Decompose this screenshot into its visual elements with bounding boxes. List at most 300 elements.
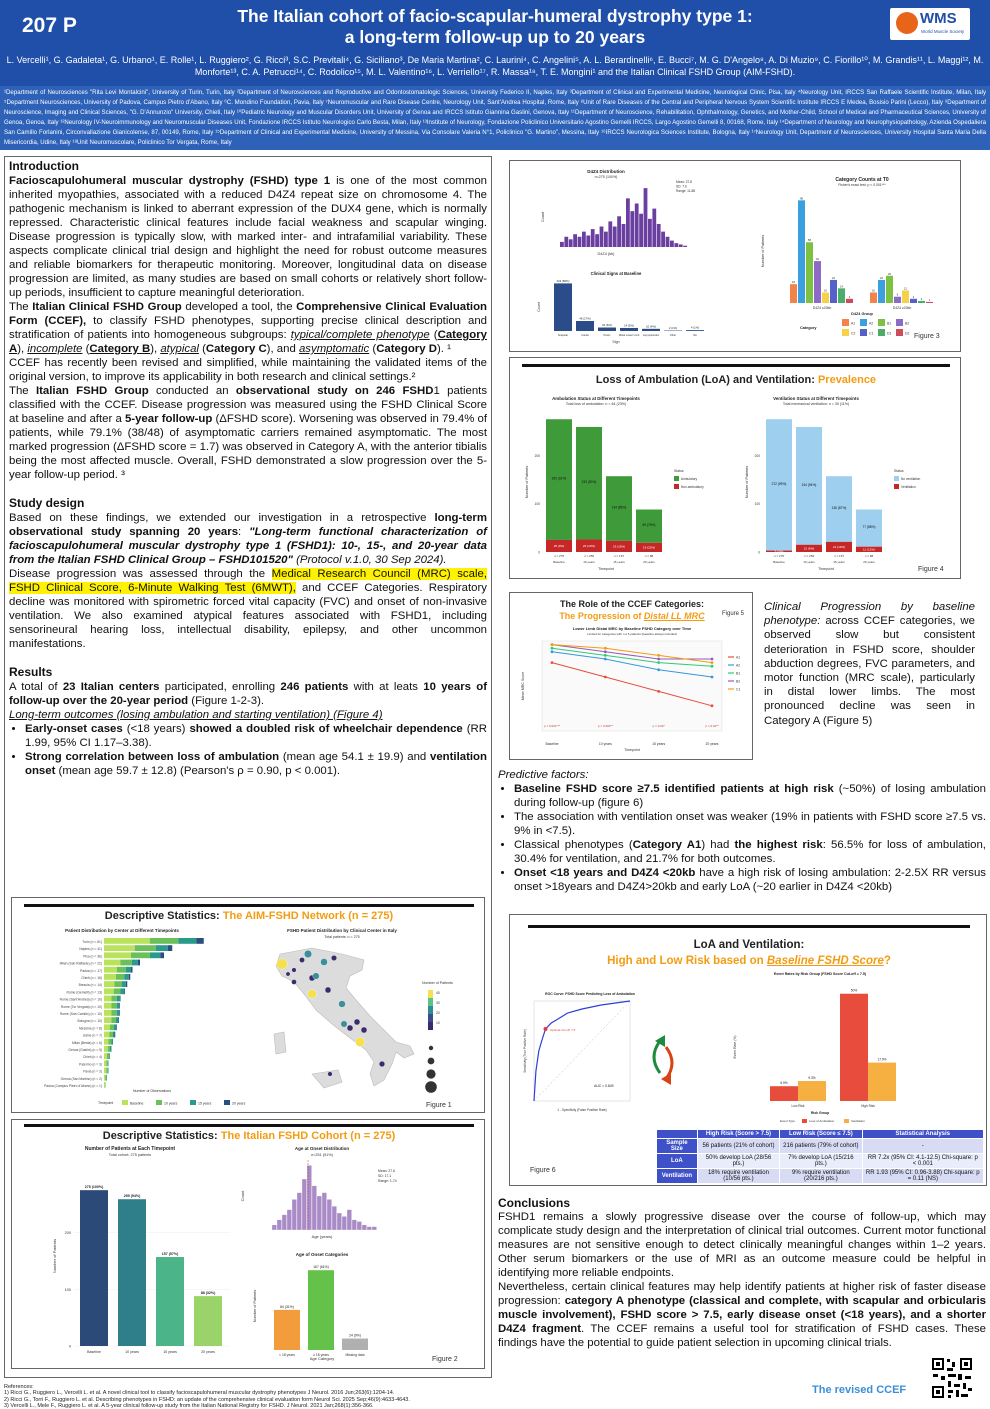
- bar: [104, 938, 150, 944]
- bar: [122, 981, 126, 987]
- center-dot: [292, 968, 297, 973]
- italy-map-shape: [276, 948, 414, 1086]
- bar: [106, 1060, 108, 1066]
- data-label: 6.9%: [780, 1081, 787, 1085]
- bar: [112, 1017, 117, 1023]
- title-highlight: The AIM-FSHD Network (n = 275): [223, 910, 393, 922]
- followup: 10 years of follow-up over the 20-year period: [9, 681, 487, 707]
- bar: [798, 200, 805, 303]
- text: have a high risk of losing ambulation: 2-2.5X RR versus onset >18years and D4Z4>20kb and early LoA (~20 earlier in D4Z4 <20kb): [514, 867, 986, 893]
- divider: [522, 364, 950, 367]
- bar: [104, 981, 115, 987]
- data-label: 15 (6%): [804, 547, 815, 551]
- data-label: 12: [904, 286, 907, 290]
- table-header-cell: Statistical Analysis: [862, 1130, 983, 1139]
- bar: [104, 996, 112, 1002]
- arrow-up-icon: [654, 1041, 660, 1073]
- center-dot: [325, 987, 331, 993]
- histogram-bar: [342, 1216, 347, 1230]
- figure-3-panel: [509, 160, 961, 352]
- bar: [160, 952, 164, 958]
- data-label: 275 (100%): [85, 1185, 104, 1189]
- bar: [108, 1068, 109, 1074]
- legend-label: B2: [736, 680, 740, 684]
- legend-size-dot: [426, 1069, 435, 1078]
- histogram-bar: [600, 227, 604, 247]
- bar: [274, 1310, 300, 1350]
- poster-header: [0, 0, 990, 86]
- list-item: [514, 866, 986, 894]
- data-point: [551, 650, 554, 653]
- conclusions-paragraph-1: FSHD1 remains a slowly progressive disease over the course of follow-up, which may complicate study design and the interpretation of clinical trial outcomes. Current motor functional measures are not sensitive enough to detect clinically meaningful changes within 1–2 years. Other serum biomarkers or the use of MRI as an outcome measure could be helpful in identifying more reliable endpoints.: [498, 1210, 986, 1280]
- bar: [840, 994, 868, 1101]
- legend-label: B1: [887, 322, 891, 326]
- text-bold: Category A1: [633, 839, 702, 851]
- x-tick: 15 years: [613, 560, 625, 564]
- intro-text: is one of the most common inherited myopathies, associated with a reduced D4Z4 repeat size on chromosome 4. The pathogenic mechanism is linked to aberrant expression of the DUX4 gene, which is normally repressed. Characteristic clinical features include facial weakness and scapular winging. Disease progression is typically slow, with marked inter- and intrafamilial variability. These aspects complicate clinical trial design and highlight the need for robust outcome measures and reliable biomarkers for therapeutic monitoring. Moreover, longitudinal data on disease progression are limited, as many studies are based on small cohorts or relatively short follow-up periods, insufficient to capture meaningful deterioration.: [9, 175, 487, 299]
- histogram-bar: [622, 224, 626, 247]
- bar: [686, 330, 704, 331]
- center-dot: [299, 957, 304, 962]
- commentary-heading: Clinical Progression by baseline phenotype:: [764, 601, 975, 627]
- data-label: 23 (15%): [613, 545, 625, 549]
- bar: [124, 974, 129, 980]
- text: Classical phenotypes (: [514, 839, 633, 851]
- x-tick: Facial: [582, 333, 589, 337]
- predictive-factors: [498, 768, 986, 894]
- table-header-cell: Low Risk (Score ≤ 7.5): [780, 1130, 862, 1139]
- bar: [114, 1024, 116, 1030]
- text: A total of: [9, 681, 63, 693]
- bar: [822, 293, 829, 303]
- axis-title: Timepoint: [818, 567, 834, 571]
- legend-swatch: [860, 329, 867, 336]
- bar: [846, 299, 853, 303]
- map-subtitle: Total patients: n = 275: [324, 935, 359, 939]
- intro-heading: Introduction: [9, 159, 487, 174]
- data-label: 136 (87%): [832, 506, 847, 510]
- legend-label: B2: [905, 322, 909, 326]
- cat-d: Category D: [376, 343, 437, 355]
- legend-tick: 40: [436, 991, 440, 995]
- data-point: [711, 676, 714, 679]
- bar: [116, 974, 124, 980]
- table-row: [657, 1139, 984, 1154]
- left-text: [9, 159, 487, 778]
- list-item: [514, 782, 986, 810]
- axis-title: Number of Observations: [133, 1089, 171, 1093]
- legend-swatch: [802, 1119, 807, 1123]
- axis-title: Count: [240, 1190, 245, 1202]
- histogram-bar: [608, 221, 612, 247]
- title-text: Descriptive Statistics:: [103, 1130, 221, 1142]
- cat-c: Category C: [206, 343, 267, 355]
- bar: [642, 329, 660, 331]
- histogram-bar: [317, 1196, 322, 1230]
- histogram-bar: [277, 1220, 282, 1230]
- qr-code-icon[interactable]: [930, 1356, 974, 1400]
- auc-label: AUC = 0.849: [594, 1084, 614, 1088]
- figure-1-label: Figure 1: [426, 1102, 452, 1109]
- data-point: [711, 704, 714, 707]
- text: Based on these findings, we extended our investigation in a retrospective: [9, 512, 434, 524]
- data-label: 14: [840, 284, 843, 288]
- x-tick: ≥ 18 years: [313, 1353, 329, 1357]
- figure-6-chart: [510, 971, 987, 1131]
- title-line-1: The Italian cohort of facio-scapular-humeral dystrophy type 1:: [160, 6, 830, 27]
- bar: [790, 284, 797, 303]
- histogram-bar: [352, 1220, 357, 1230]
- chart-title: Patient Distribution by Center at Different Timepoints: [65, 928, 179, 933]
- legend-label: A1: [851, 322, 855, 326]
- bar: [806, 242, 813, 303]
- x-tick: NA: [693, 333, 697, 337]
- legend-swatch: [860, 319, 867, 326]
- bar: [156, 945, 168, 951]
- legend-label: No ventilation: [901, 477, 921, 481]
- legend-title: Event Type: [780, 1119, 795, 1123]
- data-label: 40: [816, 257, 819, 261]
- histogram-bar: [322, 1193, 327, 1230]
- x-tick: 10 years: [599, 742, 612, 746]
- bar: [138, 960, 140, 966]
- bar: [108, 1060, 109, 1066]
- bar: [104, 1032, 109, 1038]
- commentary-body: across CCEF categories, we observed slow but consistent deterioration in FSHD score, shoulder abduction degrees, FVC parameters, and motor function (MRC scale), particularly in distal lower limbs. The most pronounced decline was seen in Category A (Figure 5): [764, 615, 975, 726]
- sardinia-shape: [274, 1032, 286, 1054]
- tick-label: Rome (Gemelli) (n = 13): [67, 990, 102, 994]
- legend-tick: 20: [436, 1011, 440, 1015]
- text: The: [9, 385, 36, 397]
- bar: [117, 967, 126, 973]
- histogram-bar: [613, 227, 617, 247]
- table-cell: 216 patients (79% of cohort): [780, 1139, 862, 1154]
- legend-title: Category: [800, 326, 817, 330]
- center-dot: [313, 973, 320, 980]
- legend-title: Status: [674, 469, 684, 473]
- tick-label: Milan (San Raffaele) (n = 22): [60, 962, 102, 966]
- figure-6-label: Figure 6: [530, 1167, 556, 1174]
- bar: [80, 1190, 108, 1346]
- p-value-label: p = 0.01**: [705, 724, 719, 728]
- figure-5-title-2: [510, 611, 753, 621]
- center-dot: [328, 1072, 333, 1077]
- histogram-bar: [666, 237, 670, 247]
- data-point: [657, 658, 660, 661]
- bar: [124, 988, 125, 994]
- data-label: 167 (61%): [313, 1265, 329, 1269]
- figure-2-title: [12, 1130, 485, 1142]
- arrowhead-icon: [661, 1073, 671, 1085]
- text-bold: the highest risk: [734, 839, 822, 851]
- histogram-bar: [282, 1215, 287, 1230]
- histogram-bar: [674, 243, 678, 247]
- data-point: [604, 650, 607, 653]
- bar: [131, 967, 133, 973]
- text: (Figure 1-2-3).: [188, 695, 264, 707]
- cutoff-label: Optimal cut-off: 7.5: [550, 1028, 576, 1032]
- bar: [104, 952, 131, 958]
- conclusions-paragraph-2: [498, 1280, 986, 1350]
- bar: [113, 1032, 115, 1038]
- bar: [118, 1199, 146, 1346]
- histogram-bar: [582, 232, 586, 247]
- title-highlight: Distal LL MRC: [644, 611, 705, 621]
- chart-title: Ventilation Status at Different Timepoints: [773, 396, 859, 401]
- legend-label: C2: [851, 332, 855, 336]
- data-label: 10 (4%): [646, 324, 656, 328]
- tick-label: Bologna (n = 10): [78, 1019, 102, 1023]
- histogram-bar: [307, 1165, 312, 1230]
- bar: [554, 283, 572, 331]
- bar: [104, 967, 117, 973]
- legend-title: Status: [894, 469, 904, 473]
- x-tick: Baseline: [87, 1350, 101, 1354]
- axis-title: 1 - Specificity (False Positive Rate): [557, 1108, 606, 1112]
- axis-title: Number of Patients: [52, 1239, 57, 1273]
- data-point: [657, 668, 660, 671]
- bar: [126, 981, 128, 987]
- chart-title: Number of Patients at Each Timepoint: [85, 1146, 176, 1152]
- legend-swatch: [878, 319, 885, 326]
- histogram-bar: [586, 235, 590, 247]
- legend-gradient: [428, 1014, 433, 1022]
- x-tick: Baseline: [553, 560, 565, 564]
- data-label: 1: [929, 298, 931, 302]
- x-tick: 10 years: [803, 560, 815, 564]
- followup: 5-year follow-up: [125, 413, 212, 425]
- center-dot: [304, 950, 311, 957]
- histogram-bar: [626, 198, 630, 247]
- table-cell: 7% develop LoA (15/216 pts.): [780, 1154, 862, 1169]
- histogram-bar: [292, 1199, 297, 1230]
- table-row: [657, 1169, 984, 1184]
- text: ) had: [701, 839, 734, 851]
- x-tick: Baseline: [545, 742, 558, 746]
- legend-swatch: [844, 1119, 849, 1123]
- table-cell: Ventilation: [657, 1169, 698, 1184]
- text-bold: Baseline FSHD score ≥7.5 identified patients at high risk: [514, 783, 834, 795]
- chart-title: Ambulation Status at Different Timepoints: [552, 396, 640, 401]
- histogram-bar: [272, 1225, 277, 1230]
- x-tick: 15 years: [652, 742, 665, 746]
- axis-title: Mean MRC Score: [521, 672, 525, 701]
- histogram-bar: [657, 224, 661, 247]
- tick-label: Chieti (n = 16): [81, 976, 102, 980]
- text: (ΔFSHD score). Worsening was observed in 79.4% of patients, while 79.1% (38/48) of asymptomatic carriers remained asymptomatic. The most marked progression (ΔFSHD score = 1.7) was observed in Category A, with the anterior tibialis being the most affected muscle. Overall, FSHD demonstrated a slow progression over the 5-year follow-up period. ³: [9, 413, 487, 481]
- center-dot: [354, 1019, 360, 1025]
- data-point: [551, 661, 554, 664]
- center-dot: [321, 959, 328, 966]
- tick-label: Messina (n = 8): [79, 1026, 102, 1030]
- bar: [926, 302, 933, 303]
- chart-subtitle: n=251 (91%): [311, 1153, 334, 1157]
- x-tick: n = 88: [865, 554, 874, 558]
- bar: [104, 1053, 107, 1059]
- figure-4-title: [510, 374, 961, 386]
- bar: [104, 1010, 112, 1016]
- tick-label: Turin (n = 61): [82, 940, 102, 944]
- histogram-bar: [573, 234, 577, 247]
- table-header-cell: [657, 1130, 698, 1139]
- center-dot: [308, 990, 317, 999]
- table-cell: 50% develop LoA (28/56 pts.): [697, 1154, 779, 1169]
- design-paragraph-2: [9, 567, 487, 651]
- x-tick: Baseline: [773, 560, 785, 564]
- y-tick: 100: [755, 502, 761, 506]
- histogram-bar: [347, 1210, 352, 1230]
- data-point: [604, 676, 607, 679]
- text: and CCEF Categories. Respiratory decline was monitored with spirometric forced vital capacity (FVC) and onset of non-invasive ventilation. We also examined atypical features associated with FSHD1, including sensorineural hearing loss, intellectual disability, epilepsy, and other uncommon manifestations.: [9, 582, 487, 650]
- bar: [886, 276, 893, 303]
- list-item: [514, 838, 986, 866]
- stat-label: SD: 17.1: [378, 1174, 391, 1178]
- axis-title: Number of Patients: [525, 466, 529, 499]
- legend-gradient: [428, 990, 433, 998]
- centers: 23 Italian centers: [63, 681, 160, 693]
- legend-title: Number of Patients: [422, 981, 453, 985]
- histogram-bar: [560, 242, 564, 247]
- figure-2-panel: [11, 1119, 485, 1369]
- figure-2-chart: [12, 1146, 485, 1366]
- wms-logo: [890, 8, 970, 40]
- bar: [150, 938, 179, 944]
- stat-label: Range: 11-88: [676, 189, 695, 193]
- author-list: L. Vercelli¹, G. Gadaleta¹, G. Urbano¹, E. Rolle¹, L. Ruggiero², G. Ricci³, S.C. Previtali⁴, G. Siciliano³, De Maria Martina², C. Laurini⁴, C. Angelini⁵, A. L. Berardinelli⁶, E. Bucci⁷, M. G. D'Angelo⁸, A. Di Muzio⁹, C. Fiorillo¹⁰, M. Grandis¹¹, L. Maggi¹², M. Monforte¹³, C. A. Petrucci¹⁴, C. Rodolico¹⁵, M. L. Valentino¹⁶, L. Verriello¹⁷, R. Massa¹⁸, T. E. Mongini¹ and the Italian Clinical FSHD Group (AIM-FSHD).: [4, 54, 986, 78]
- bar: [119, 1010, 120, 1016]
- globe-icon: [896, 12, 918, 34]
- axis-title: Event Rate (%): [733, 1036, 737, 1059]
- chart-title: Clinical Signs at Baseline: [591, 271, 642, 276]
- data-label: 22: [832, 276, 835, 280]
- histogram-bar: [679, 244, 683, 247]
- center-dot: [331, 955, 336, 960]
- tick-label: Genoa (Gaslini) (n = 5): [68, 1048, 102, 1052]
- text: (<18 years): [123, 723, 190, 735]
- data-label: 22: [880, 276, 883, 280]
- cat-b-desc: incomplete: [27, 343, 82, 355]
- data-label: 58: [808, 238, 811, 242]
- tick-label: Pavia (n = 3): [83, 1070, 102, 1074]
- bar: [116, 1024, 117, 1030]
- design-paragraph-1: [9, 511, 487, 567]
- histogram-bar: [644, 188, 648, 247]
- legend-label: D2: [905, 332, 909, 336]
- legend-label: A2: [736, 664, 740, 668]
- tick-label: Rome (Tor Vergata) (n = 10): [61, 1005, 102, 1009]
- data-label: 272 (99%): [772, 482, 787, 486]
- results-paragraph-1: [9, 680, 487, 708]
- text-bold: Onset <18 years and D4Z4 <20kb: [514, 867, 695, 879]
- x-tick: D4Z4 ≥20kb: [893, 306, 912, 310]
- title-highlight: Prevalence: [818, 374, 876, 386]
- data-label: 259 (94%): [124, 1194, 141, 1198]
- bar: [106, 1075, 107, 1081]
- axis-title: Count: [541, 211, 545, 222]
- chart-subtitle: Total cohort: 275 patients: [109, 1153, 152, 1157]
- y-tick: 100: [65, 1288, 71, 1292]
- chart-title: Age at Onset Distribution: [295, 1146, 350, 1151]
- bar: [116, 1017, 118, 1023]
- bar: [168, 945, 173, 951]
- axis-title: Age (years): [312, 1234, 333, 1239]
- histogram-bar: [630, 211, 634, 247]
- data-label: 4: [849, 295, 851, 299]
- tick-label: Rome (San Camillo) (n = 10): [60, 1012, 102, 1016]
- divider: [24, 904, 474, 907]
- y-tick: 200: [65, 1231, 71, 1235]
- bar: [112, 1010, 117, 1016]
- histogram-bar: [595, 234, 599, 247]
- text: to classify FSHD phenotypes, supporting precise clinical description and stratification of patients into homogeneous subgroups:: [9, 315, 487, 341]
- center-dot: [341, 1021, 347, 1027]
- figure-5-commentary: [764, 600, 975, 728]
- list-item: [25, 750, 487, 778]
- histogram-bar: [661, 232, 665, 247]
- bar: [196, 938, 204, 944]
- intro-paragraph-4: [9, 384, 487, 482]
- center-dot: [355, 1037, 364, 1046]
- axis-title: Timepoint: [598, 567, 614, 571]
- bar: [814, 261, 821, 303]
- x-tick: Low Risk: [792, 1104, 805, 1108]
- data-label: 4 (1%): [691, 326, 699, 330]
- title-text: The Progression of: [559, 611, 644, 621]
- intro-bold: Facioscapulohumeral muscular dystrophy (FSHD) type 1: [9, 175, 330, 187]
- data-point: [604, 658, 607, 661]
- stat-label: Mean: 27.6: [378, 1169, 395, 1173]
- x-tick: 20 years: [643, 560, 655, 564]
- intro-paragraph-2: The Italian Clinical FSHD Group developed a tool, the Comprehensive Clinical Evaluation Form (CCEF), to classify FSHD phenotypes, supporting precise clinical description and stratification of patients into homogeneous subgroups: typical/complete phenotype (Category A), incomplete (Category B), atypical (Category C), and asymptomatic (Category D). ¹: [9, 300, 487, 356]
- figure-4-label: Figure 4: [918, 566, 944, 573]
- tick-label: Rome (Sant'Andrea) (n = 10): [60, 998, 102, 1002]
- tick-label: Padua (Campus Pietro d'Abano) (n = 1): [44, 1084, 102, 1088]
- legend-swatch: [156, 1100, 162, 1105]
- bar: [910, 299, 917, 303]
- cat-c-desc: atypical: [160, 343, 199, 355]
- legend-swatch: [842, 319, 849, 326]
- legend-label: 15 years: [198, 1102, 212, 1106]
- text: (~50%) of losing ambulation during follow-up (figure 6): [514, 783, 986, 809]
- legend-gradient: [428, 1022, 433, 1030]
- figure-1-chart: [12, 924, 485, 1113]
- chart-title: Event Rates by Risk Group (FSHD Score Cut-off = 7.5): [774, 972, 867, 976]
- tick-label: Naples (n = 41): [79, 947, 102, 951]
- data-label: 10: [824, 289, 827, 293]
- data-label: 26 (10%): [583, 544, 595, 548]
- bar: [798, 1081, 826, 1101]
- histogram-bar: [357, 1222, 362, 1231]
- table-cell: -: [862, 1139, 983, 1154]
- left-column: [4, 156, 492, 1378]
- tick-label: Udine (n = 7): [83, 1034, 102, 1038]
- logo-text: WMS: [920, 10, 957, 27]
- bar: [105, 1082, 106, 1088]
- bar: [104, 1017, 112, 1023]
- x-tick: Asymptomatic: [643, 333, 660, 337]
- data-label: 84 (31%): [280, 1305, 294, 1309]
- axis-title: Number of Patients: [253, 1290, 257, 1323]
- data-label: 4: [913, 295, 915, 299]
- legend-label: 20 years: [232, 1102, 246, 1106]
- tick-label: Palermo (n = 3): [79, 1062, 102, 1066]
- histogram-bar: [578, 237, 582, 247]
- chart-title: D4Z4 Distribution: [587, 169, 625, 174]
- bar: [308, 1270, 334, 1350]
- bar: [109, 1032, 113, 1038]
- table-cell: RR 7.2x (95% CI: 4.1-12.5) Chi-square: p < 0.001: [862, 1154, 983, 1169]
- data-label: 16 (6%): [602, 323, 612, 327]
